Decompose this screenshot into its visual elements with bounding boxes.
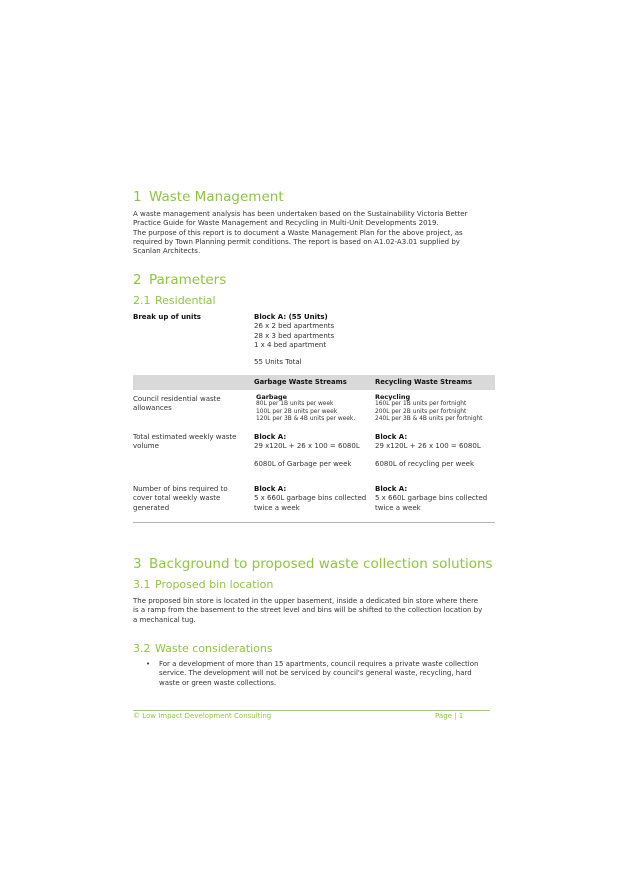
table-bottom-rule — [133, 522, 495, 523]
paragraph-line: a mechanical tug. — [133, 615, 196, 624]
breakup-label: Break up of units — [133, 313, 201, 321]
row1-recycling-line: 240L per 3B & 4B units per fortnight — [375, 415, 483, 422]
section-2-1-heading — [133, 294, 216, 307]
breakup-line: 26 x 2 bed apartments — [254, 322, 335, 331]
row3-label-line: cover total weekly waste — [133, 494, 221, 503]
row2-garbage-calc: 29 x120L + 26 x 100 = 6080L — [254, 442, 360, 451]
bullet-line: waste or green waste collections. — [159, 678, 277, 687]
row3-label — [133, 485, 228, 513]
section-1-number: 1 — [133, 189, 142, 205]
paragraph-line: A waste management analysis has been undertaken based on the Sustainability Victoria Better — [133, 210, 468, 218]
row1-garbage-line: 80L per 1B units per week — [256, 401, 334, 408]
breakup-line: 1 x 4 bed apartment — [254, 340, 327, 349]
section-2-heading — [133, 272, 226, 288]
row1-garbage-line: 100L per 2B units per week — [256, 408, 338, 415]
table-header-recycling: Recycling Waste Streams — [375, 378, 472, 386]
paragraph-line: The purpose of this report is to document a Waste Management Plan for the above project, as — [133, 228, 463, 237]
breakup-values — [254, 313, 334, 350]
row2-recycling-total: 6080L of recycling per week — [375, 460, 475, 468]
footer-left: © Low Impact Development Consulting — [133, 712, 272, 720]
breakup-line: 28 x 3 bed apartments — [254, 331, 335, 340]
section-2-title: Parameters — [149, 272, 227, 288]
row3-garbage-title: Block A: — [254, 485, 287, 493]
section-3-2-title: Waste considerations — [155, 642, 273, 655]
section-2-1-number: 2.1 — [133, 294, 151, 307]
row3-garbage-line: 5 x 660L garbage bins collected — [254, 494, 367, 503]
row1-recycling-line: 200L per 2B units per fortnight — [375, 408, 467, 415]
section-3-2-heading — [133, 642, 273, 655]
row1-label-line: allowances — [133, 404, 172, 413]
row3-garbage-cell — [254, 485, 366, 513]
paragraph-line: required by Town Planning permit conditions. The report is based on A1.02-A3.01 supplied by — [133, 237, 460, 246]
row1-recycling-line: 160L per 1B units per fortnight — [375, 401, 467, 408]
row3-garbage-line: twice a week — [254, 503, 300, 512]
section-2-1-title: Residential — [155, 294, 216, 307]
bullet-line: For a development of more than 15 apartments, council requires a private waste collection — [159, 660, 479, 668]
footer-rule — [133, 710, 490, 711]
row1-label — [133, 395, 221, 414]
bullet-icon: • — [146, 660, 151, 668]
footer-page-number: Page | 1 — [435, 712, 464, 720]
paragraph-line: is a ramp from the basement to the street level and bins will be shifted to the collection location by — [133, 606, 483, 615]
section-3-heading — [133, 556, 493, 572]
paragraph-line: Scanlan Architects. — [133, 247, 201, 256]
section-3-title: Background to proposed waste collection solutions — [149, 556, 493, 572]
section-3-number: 3 — [133, 556, 142, 572]
row2-label — [133, 433, 236, 452]
row1-garbage-line: 120L per 3B & 4B units per week. — [256, 415, 356, 422]
section-3-2-bullet-text — [159, 660, 489, 688]
row2-recycling-title: Block A: — [375, 433, 408, 441]
row2-garbage-title: Block A: — [254, 433, 287, 441]
row1-label-line: Council residential waste — [133, 395, 221, 403]
section-3-1-paragraph — [133, 597, 493, 625]
row3-label-line: generated — [133, 503, 170, 512]
row3-label-line: Number of bins required to — [133, 485, 228, 493]
section-3-1-heading — [133, 578, 273, 591]
row2-label-line: volume — [133, 442, 159, 451]
paragraph-line: Practice Guide for Waste Management and Recycling in Multi-Unit Developments 2019. — [133, 219, 439, 228]
row1-garbage-title: Garbage — [256, 393, 288, 401]
row2-recycling-cell — [375, 433, 481, 452]
row2-label-line: Total estimated weekly waste — [133, 433, 237, 441]
section-3-2-number: 3.2 — [133, 642, 151, 655]
section-2-number: 2 — [133, 272, 142, 288]
table-header-garbage: Garbage Waste Streams — [254, 378, 347, 386]
row3-recycling-line: twice a week — [375, 503, 421, 512]
section-3-1-number: 3.1 — [133, 578, 151, 591]
row2-garbage-total: 6080L of Garbage per week — [254, 460, 352, 468]
row1-garbage-cell — [256, 394, 355, 423]
breakup-total: 55 Units Total — [254, 358, 302, 366]
row3-recycling-cell — [375, 485, 487, 513]
row1-recycling-title: Recycling — [375, 393, 411, 401]
section-3-1-title: Proposed bin location — [155, 578, 274, 591]
section-1-title: Waste Management — [149, 189, 284, 205]
row1-recycling-cell — [375, 394, 482, 423]
paragraph-line: The proposed bin store is located in the upper basement, inside a dedicated bin store where there — [133, 597, 479, 605]
row2-recycling-calc: 29 x120L + 26 x 100 = 6080L — [375, 442, 481, 451]
row2-garbage-cell — [254, 433, 360, 452]
bullet-line: service. The development will not be serviced by council's general waste, recycling, hard — [159, 669, 472, 678]
section-1-paragraph — [133, 210, 493, 256]
section-1-heading — [133, 189, 284, 205]
row3-recycling-line: 5 x 660L garbage bins collected — [375, 494, 488, 503]
row3-recycling-title: Block A: — [375, 485, 408, 493]
breakup-block-title: Block A: (55 Units) — [254, 313, 328, 321]
